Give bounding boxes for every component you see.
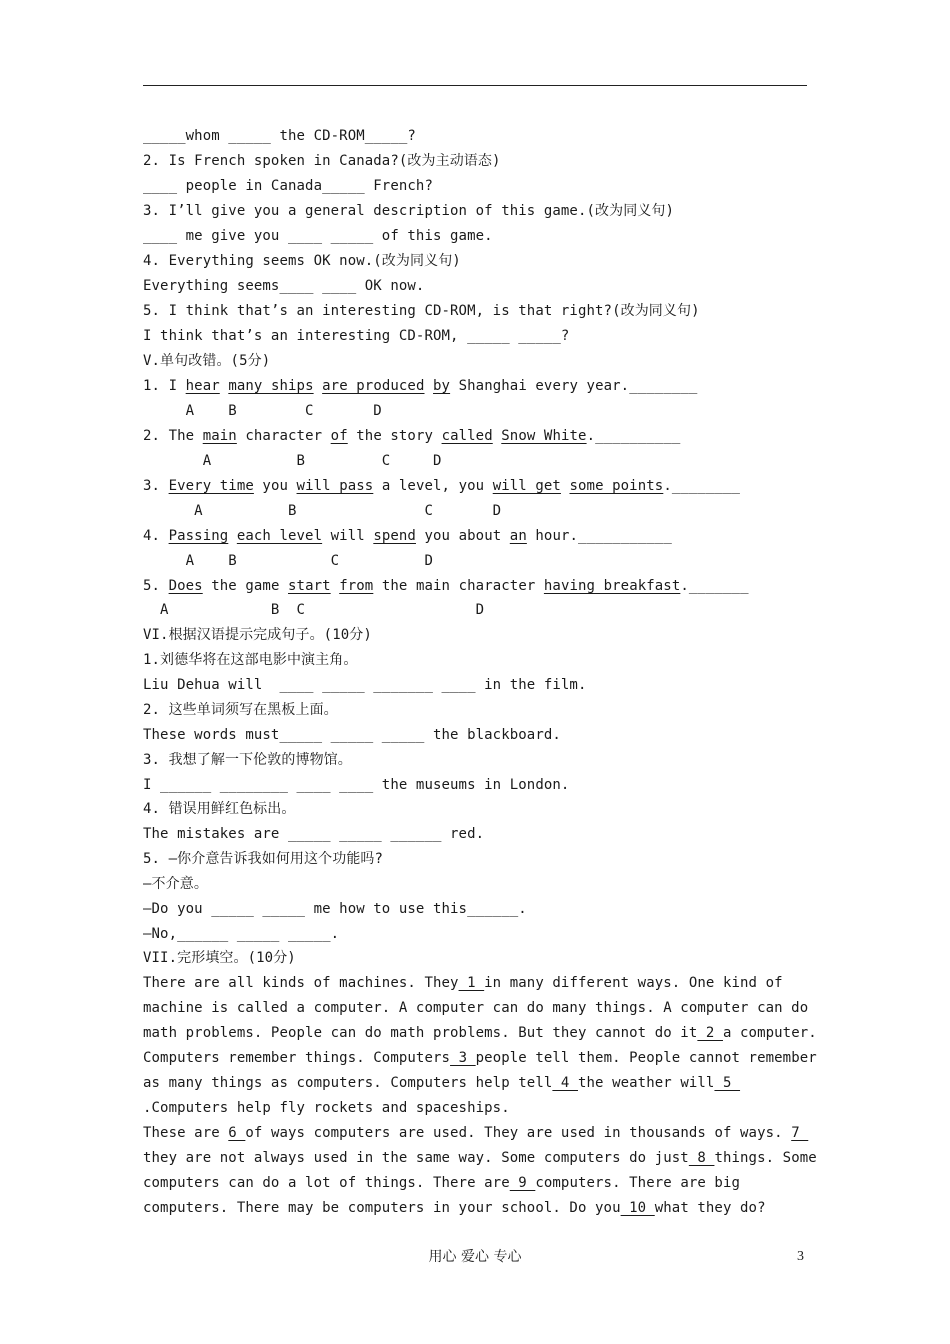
text-line: —不介意。 <box>143 876 208 892</box>
cloze-blank-7: 7 <box>791 1125 809 1141</box>
cloze-blank-9: 9 <box>509 1175 536 1191</box>
text-line: 4. Everything seems OK now.(改为同义句) <box>143 253 461 269</box>
cloze-line: as many things as computers. Computers help tell 4 the weather will 5 <box>143 1075 741 1091</box>
cloze-line: These are 6 of ways computers are used. They are used in thousands of ways. 7 <box>143 1125 809 1141</box>
text-line: 3. 我想了解一下伦敦的博物馆。 <box>143 752 352 768</box>
text-line: I think that’s an interesting CD-ROM, _____ _____? <box>143 328 570 344</box>
error-question-1: 1. I hear many ships are produced by Shanghai every year.________ <box>143 378 698 394</box>
text-line: _____whom _____ the CD-ROM_____? <box>143 128 416 144</box>
cloze-blank-5: 5 <box>714 1075 741 1091</box>
cloze-blank-1: 1 <box>458 975 485 991</box>
error-question-4: 4. Passing each level will spend you about an hour.___________ <box>143 528 672 544</box>
answer-blank: __________ <box>595 428 681 444</box>
cloze-line: they are not always used in the same way. Some computers do just 8 things. Some <box>143 1150 817 1166</box>
cloze-line: Computers remember things. Computers 3 people tell them. People cannot remember <box>143 1050 817 1066</box>
cloze-blank-2: 2 <box>697 1025 723 1041</box>
option-letters: A B C D <box>143 503 502 519</box>
cloze-blank-4: 4 <box>552 1075 578 1091</box>
error-question-3: 3. Every time you will pass a level, you will get some points.________ <box>143 478 741 494</box>
cloze-line: math problems. People can do math problems. But they cannot do it 2 a computer. <box>143 1025 817 1041</box>
option-letters: A B C D <box>143 403 382 419</box>
cloze-line: There are all kinds of machines. They 1 in many different ways. One kind of <box>143 975 783 991</box>
error-question-5: 5. Does the game start from the main character having breakfast._______ <box>143 578 749 594</box>
option-letters: A B C D <box>143 602 485 618</box>
answer-blank: ________ <box>629 378 698 394</box>
text-line: 5. I think that’s an interesting CD-ROM, is that right?(改为同义句) <box>143 303 700 319</box>
text-line: ____ people in Canada_____ French? <box>143 178 433 194</box>
cloze-blank-10: 10 <box>620 1200 655 1216</box>
text-line: These words must_____ _____ _____ the blackboard. <box>143 727 561 743</box>
text-line: The mistakes are _____ _____ ______ red. <box>143 826 485 842</box>
cloze-blank-8: 8 <box>688 1150 715 1166</box>
text-line: Liu Dehua will ____ _____ _______ ____ in the film. <box>143 677 587 693</box>
cloze-line: computers can do a lot of things. There are 9 computers. There are big <box>143 1175 741 1191</box>
text-line: ____ me give you ____ _____ of this game. <box>143 228 493 244</box>
footer-motto: 用心 爱心 专心 <box>428 1249 522 1265</box>
text-line: I ______ ________ ____ ____ the museums in London. <box>143 777 570 793</box>
text-line: 1.刘德华将在这部电影中演主角。 <box>143 652 358 668</box>
text-line: 4. 错误用鲜红色标出。 <box>143 801 296 817</box>
text-line: —No,______ _____ _____. <box>143 926 340 942</box>
cloze-blank-3: 3 <box>450 1050 476 1066</box>
section-heading: VII.完形填空。(10分) <box>143 950 296 966</box>
text-line: —Do you _____ _____ me how to use this______. <box>143 901 527 917</box>
section-heading: VI.根据汉语提示完成句子。(10分) <box>143 627 372 643</box>
option-letters: A B C D <box>143 553 433 569</box>
cloze-line: computers. There may be computers in your school. Do you 10 what they do? <box>143 1200 766 1216</box>
header-rule <box>143 85 807 86</box>
cloze-line: .Computers help fly rockets and spaceships. <box>143 1100 510 1116</box>
text-line: 5. —你介意告诉我如何用这个功能吗? <box>143 851 384 867</box>
cloze-blank-6: 6 <box>228 1125 246 1141</box>
section-heading: V.单句改错。(5分) <box>143 353 271 369</box>
text-line: 2. 这些单词须写在黑板上面。 <box>143 702 338 718</box>
text-line: 3. I’ll give you a general description of this game.(改为同义句) <box>143 203 675 219</box>
option-letters: A B C D <box>143 453 442 469</box>
page-number: 3 <box>797 1249 804 1264</box>
text-line: 2. Is French spoken in Canada?(改为主动语态) <box>143 153 501 169</box>
cloze-line: machine is called a computer. A computer can do many things. A computer can do <box>143 1000 809 1016</box>
answer-blank: ___________ <box>578 528 672 544</box>
answer-blank: ________ <box>671 478 741 494</box>
error-question-2: 2. The main character of the story called Snow White.__________ <box>143 428 681 444</box>
answer-blank: _______ <box>688 578 749 594</box>
text-line: Everything seems____ ____ OK now. <box>143 278 425 294</box>
